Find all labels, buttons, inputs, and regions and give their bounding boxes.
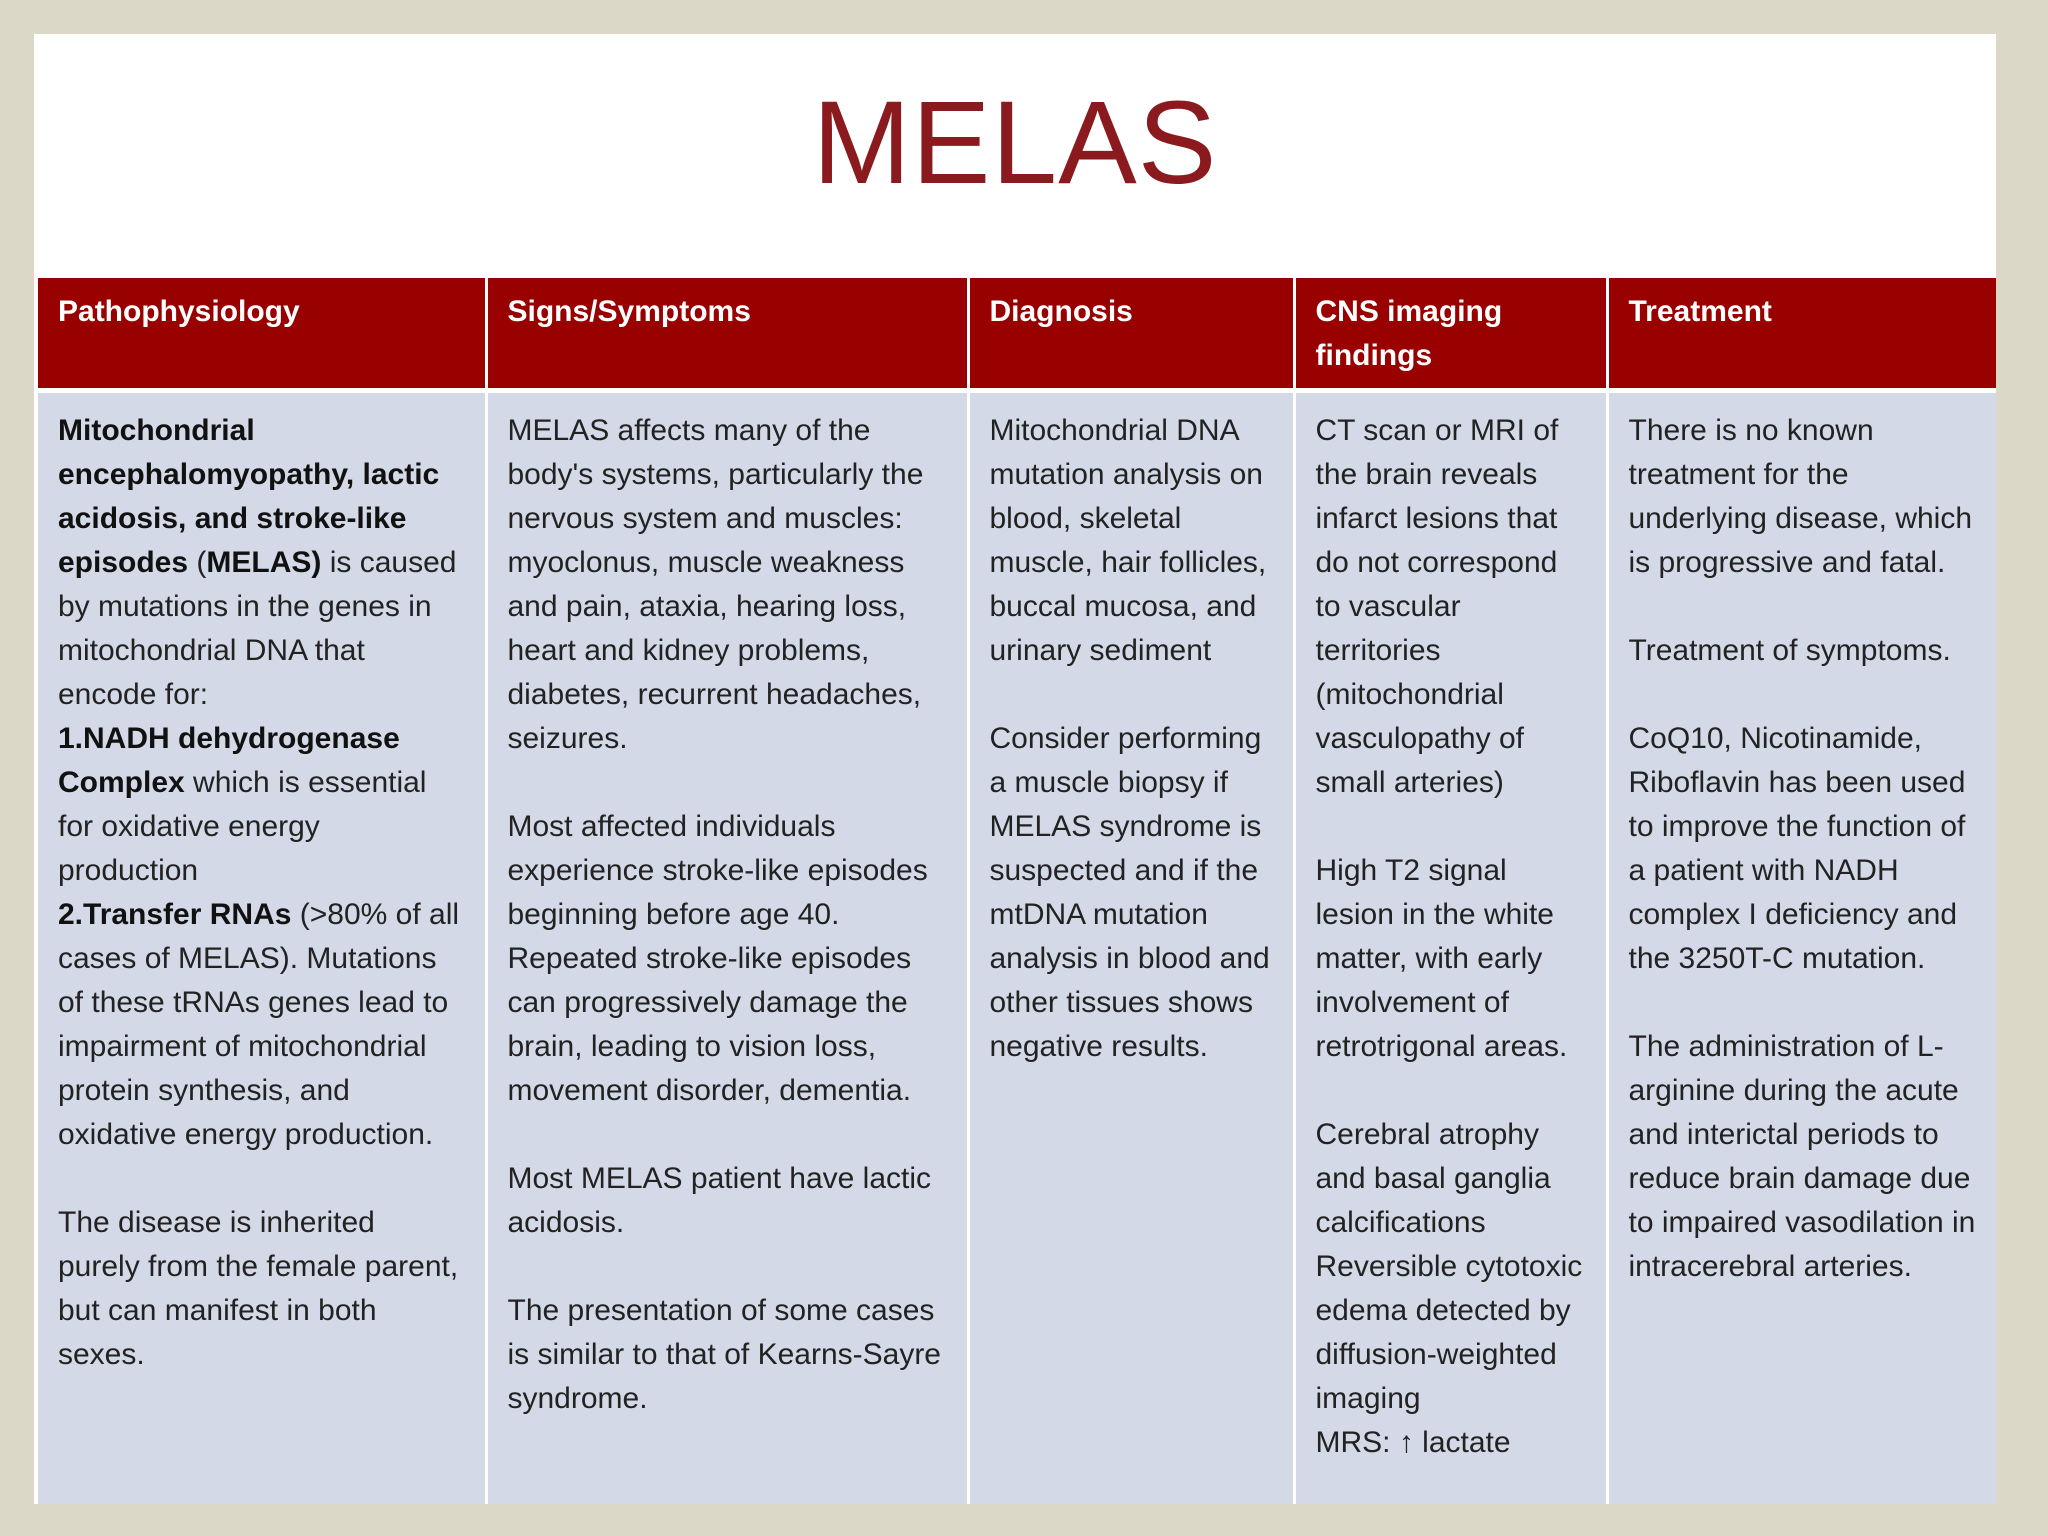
treatment-para-2: Treatment of symptoms. [1628,634,1951,667]
imaging-para-5: MRS: ↑ lactate [1315,1426,1511,1459]
treatment-para-1: There is no known treatment for the underlying disease, which is progressive and fatal. [1628,414,1973,579]
cell-treatment [1607,391,1996,1505]
imaging-para-1: CT scan or MRI of the brain reveals infarct lesions that do not correspond to vascular territories (mitochondrial vasculopathy of small arteries) [1315,414,1559,799]
pathophysiology-item-2 [58,893,465,1157]
header-cns-imaging: CNS imaging findings [1294,278,1607,391]
cell-pathophysiology [38,391,486,1505]
pathophysiology-item-1 [58,717,465,893]
signs-para-4: The presentation of some cases is similar to that of Kearns-Sayre syndrome. [507,1294,941,1415]
cell-diagnosis [968,391,1294,1505]
melas-full-name: Mitochondrial encephalomyopathy, lactic acidosis, and stroke-like episodes [58,414,440,579]
cell-signs-symptoms [486,391,968,1505]
pathophysiology-inheritance: The disease is inherited purely from the female parent, but can manifest in both sexes. [58,1206,459,1371]
diagnosis-para-2: Consider performing a muscle biopsy if MELAS syndrome is suspected and if the mtDNA mutation analysis in blood and other tissues shows negative results. [989,722,1270,1063]
melas-abbreviation: MELAS) [206,546,322,579]
slide [34,34,1996,1504]
item-2-label: 2.Transfer RNAs [58,898,292,931]
item-1-label: 1.NADH dehydrogenase Complex [58,722,400,799]
header-treatment: Treatment [1607,278,1996,391]
treatment-para-4: The administration of L-arginine during the acute and interictal periods to reduce brain damage due to impaired vasodilation in intracerebral arteries. [1628,1030,1976,1283]
item-2-text: (>80% of all cases of MELAS). Mutations of these tRNAs genes lead to impairment of mitochondrial protein synthesis, and oxidative energy production. [58,898,460,1151]
imaging-para-2: High T2 signal lesion in the white matter, with early involvement of retrotrigonal areas. [1315,854,1568,1063]
table-header-row [38,278,1996,391]
header-signs-symptoms: Signs/Symptoms [486,278,968,391]
header-pathophysiology: Pathophysiology [38,278,486,391]
signs-para-2: Most affected individuals experience stroke-like episodes beginning before age 40. Repeated stroke-like episodes can progressively damage the brain, leading to vision loss, movement disorder, dementia. [507,810,928,1107]
treatment-para-3: CoQ10, Nicotinamide, Riboflavin has been used to improve the function of a patient with NADH complex I deficiency and the 3250T-C mutation. [1628,722,1966,975]
pathophysiology-intro [58,409,465,717]
cell-cns-imaging [1294,391,1607,1505]
header-diagnosis: Diagnosis [968,278,1294,391]
item-1-text: which is essential for oxidative energy production [58,766,427,887]
signs-para-1: MELAS affects many of the body's systems, particularly the nervous system and muscles: myoclonus, muscle weakness and pain, ataxia, hearing loss, heart and kidney problems, diabetes, recurrent headaches, seizures. [507,414,924,755]
table-row [38,391,1996,1505]
slide-title: MELAS [812,77,1218,209]
signs-para-3: Most MELAS patient have lactic acidosis. [507,1162,932,1239]
diagnosis-para-1: Mitochondrial DNA mutation analysis on blood, skeletal muscle, hair follicles, buccal mucosa, and urinary sediment [989,414,1267,667]
pathophysiology-intro-text: is caused by mutations in the genes in mitochondrial DNA that encode for: [58,546,457,711]
imaging-para-3: Cerebral atrophy and basal ganglia calcifications [1315,1118,1551,1239]
paren-open: ( [188,546,207,579]
imaging-para-4: Reversible cytotoxic edema detected by diffusion-weighted imaging [1315,1250,1583,1415]
melas-table [38,278,1996,1504]
